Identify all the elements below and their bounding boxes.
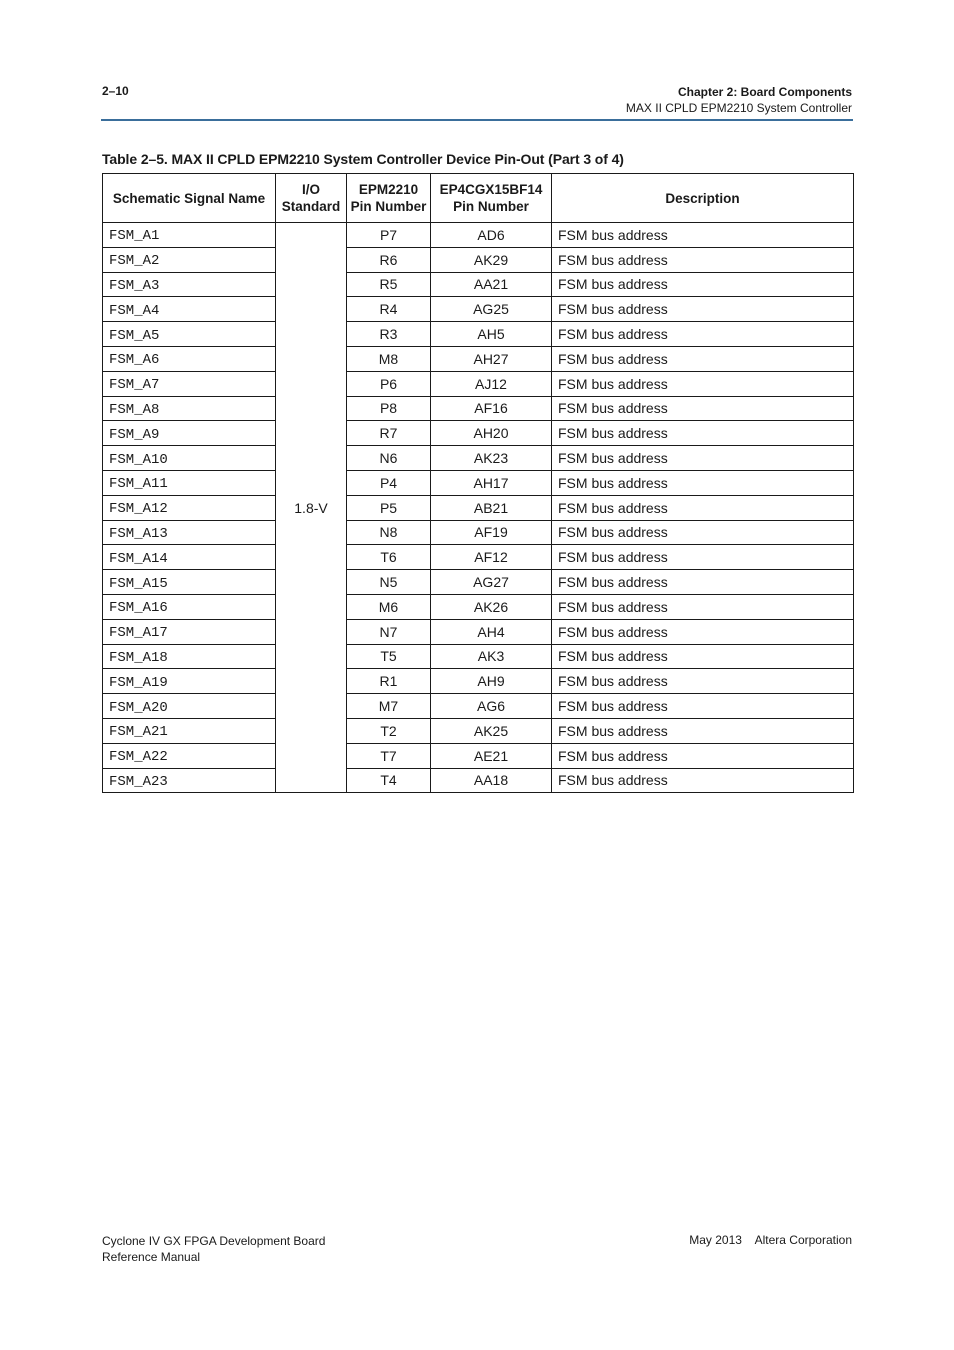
epm2210-pin-cell: R4 — [347, 297, 431, 322]
epm2210-pin-cell: R3 — [347, 322, 431, 347]
description-cell: FSM bus address — [552, 322, 854, 347]
ep4cgx15bf14-pin-cell: AD6 — [431, 223, 552, 248]
ep4cgx15bf14-pin-cell: AF19 — [431, 520, 552, 545]
description-cell: FSM bus address — [552, 669, 854, 694]
table-row — [103, 346, 854, 371]
column-header: Description — [552, 174, 854, 223]
footer-title-line: Reference Manual — [102, 1250, 201, 1264]
epm2210-pin-cell: N8 — [347, 520, 431, 545]
epm2210-pin-cell: T4 — [347, 768, 431, 793]
signal-name-cell: FSM_A11 — [103, 470, 276, 495]
table-header-row — [103, 174, 854, 223]
description-cell: FSM bus address — [552, 644, 854, 669]
ep4cgx15bf14-pin-cell: AA18 — [431, 768, 552, 793]
footer-publisher — [689, 1233, 852, 1247]
ep4cgx15bf14-pin-cell: AA21 — [431, 272, 552, 297]
column-header: EPM2210 Pin Number — [347, 174, 431, 223]
table-row — [103, 694, 854, 719]
signal-name-cell: FSM_A3 — [103, 272, 276, 297]
table-row — [103, 594, 854, 619]
signal-name-cell: FSM_A5 — [103, 322, 276, 347]
ep4cgx15bf14-pin-cell: AK25 — [431, 718, 552, 743]
signal-name-cell: FSM_A10 — [103, 446, 276, 471]
description-cell: FSM bus address — [552, 272, 854, 297]
table-row — [103, 718, 854, 743]
description-cell: FSM bus address — [552, 297, 854, 322]
ep4cgx15bf14-pin-cell: AK26 — [431, 594, 552, 619]
epm2210-pin-cell: T7 — [347, 743, 431, 768]
description-cell: FSM bus address — [552, 594, 854, 619]
table-row — [103, 495, 854, 520]
description-cell: FSM bus address — [552, 743, 854, 768]
table-row — [103, 470, 854, 495]
table-row — [103, 371, 854, 396]
signal-name-cell: FSM_A13 — [103, 520, 276, 545]
table-row — [103, 223, 854, 248]
signal-name-cell: FSM_A22 — [103, 743, 276, 768]
table-row — [103, 421, 854, 446]
epm2210-pin-cell: M8 — [347, 346, 431, 371]
epm2210-pin-cell: P7 — [347, 223, 431, 248]
epm2210-pin-cell: T2 — [347, 718, 431, 743]
signal-name-cell: FSM_A15 — [103, 570, 276, 595]
signal-name-cell: FSM_A16 — [103, 594, 276, 619]
table-row — [103, 297, 854, 322]
epm2210-pin-cell: P8 — [347, 396, 431, 421]
footer-title-line: Cyclone IV GX FPGA Development Board — [102, 1234, 326, 1248]
signal-name-cell: FSM_A14 — [103, 545, 276, 570]
page-number: 2–10 — [102, 84, 129, 98]
table-row — [103, 322, 854, 347]
column-header: Schematic Signal Name — [103, 174, 276, 223]
description-cell: FSM bus address — [552, 470, 854, 495]
signal-name-cell: FSM_A6 — [103, 346, 276, 371]
description-cell: FSM bus address — [552, 223, 854, 248]
signal-name-cell: FSM_A23 — [103, 768, 276, 793]
description-cell: FSM bus address — [552, 545, 854, 570]
table-row — [103, 619, 854, 644]
signal-name-cell: FSM_A8 — [103, 396, 276, 421]
ep4cgx15bf14-pin-cell: AH20 — [431, 421, 552, 446]
description-cell: FSM bus address — [552, 247, 854, 272]
description-cell: FSM bus address — [552, 371, 854, 396]
signal-name-cell: FSM_A2 — [103, 247, 276, 272]
ep4cgx15bf14-pin-cell: AH5 — [431, 322, 552, 347]
ep4cgx15bf14-pin-cell: AK29 — [431, 247, 552, 272]
footer-date: May 2013 — [689, 1233, 742, 1247]
chapter-title: Chapter 2: Board Components — [677, 85, 852, 99]
running-header — [626, 84, 852, 116]
pinout-table — [102, 173, 854, 793]
ep4cgx15bf14-pin-cell: AE21 — [431, 743, 552, 768]
table-row — [103, 669, 854, 694]
ep4cgx15bf14-pin-cell: AB21 — [431, 495, 552, 520]
description-cell: FSM bus address — [552, 346, 854, 371]
description-cell: FSM bus address — [552, 396, 854, 421]
description-cell: FSM bus address — [552, 768, 854, 793]
epm2210-pin-cell: P4 — [347, 470, 431, 495]
description-cell: FSM bus address — [552, 446, 854, 471]
signal-name-cell: FSM_A7 — [103, 371, 276, 396]
table-row — [103, 446, 854, 471]
ep4cgx15bf14-pin-cell: AH9 — [431, 669, 552, 694]
ep4cgx15bf14-pin-cell: AK3 — [431, 644, 552, 669]
table-row — [103, 396, 854, 421]
epm2210-pin-cell: R7 — [347, 421, 431, 446]
column-header: I/O Standard — [276, 174, 347, 223]
section-title: MAX II CPLD EPM2210 System Controller — [625, 101, 852, 115]
signal-name-cell: FSM_A20 — [103, 694, 276, 719]
ep4cgx15bf14-pin-cell: AH27 — [431, 346, 552, 371]
description-cell: FSM bus address — [552, 495, 854, 520]
header-divider — [101, 119, 853, 121]
signal-name-cell: FSM_A18 — [103, 644, 276, 669]
signal-name-cell: FSM_A4 — [103, 297, 276, 322]
epm2210-pin-cell: R5 — [347, 272, 431, 297]
ep4cgx15bf14-pin-cell: AG27 — [431, 570, 552, 595]
table-row — [103, 247, 854, 272]
signal-name-cell: FSM_A9 — [103, 421, 276, 446]
table-row — [103, 768, 854, 793]
epm2210-pin-cell: M6 — [347, 594, 431, 619]
epm2210-pin-cell: R6 — [347, 247, 431, 272]
description-cell: FSM bus address — [552, 718, 854, 743]
epm2210-pin-cell: P6 — [347, 371, 431, 396]
ep4cgx15bf14-pin-cell: AG6 — [431, 694, 552, 719]
table-row — [103, 272, 854, 297]
description-cell: FSM bus address — [552, 619, 854, 644]
epm2210-pin-cell: M7 — [347, 694, 431, 719]
ep4cgx15bf14-pin-cell: AG25 — [431, 297, 552, 322]
signal-name-cell: FSM_A1 — [103, 223, 276, 248]
epm2210-pin-cell: N5 — [347, 570, 431, 595]
epm2210-pin-cell: P5 — [347, 495, 431, 520]
epm2210-pin-cell: N6 — [347, 446, 431, 471]
description-cell: FSM bus address — [552, 520, 854, 545]
description-cell: FSM bus address — [552, 694, 854, 719]
signal-name-cell: FSM_A19 — [103, 669, 276, 694]
footer-company: Altera Corporation — [754, 1233, 852, 1247]
io-standard-cell: 1.8-V — [276, 223, 347, 793]
description-cell: FSM bus address — [552, 421, 854, 446]
ep4cgx15bf14-pin-cell: AF12 — [431, 545, 552, 570]
ep4cgx15bf14-pin-cell: AH17 — [431, 470, 552, 495]
ep4cgx15bf14-pin-cell: AH4 — [431, 619, 552, 644]
footer-manual-title — [102, 1233, 325, 1265]
signal-name-cell: FSM_A17 — [103, 619, 276, 644]
description-cell: FSM bus address — [552, 570, 854, 595]
table-row — [103, 570, 854, 595]
table-row — [103, 644, 854, 669]
table-row — [103, 545, 854, 570]
table-row — [103, 743, 854, 768]
epm2210-pin-cell: T6 — [347, 545, 431, 570]
epm2210-pin-cell: N7 — [347, 619, 431, 644]
ep4cgx15bf14-pin-cell: AF16 — [431, 396, 552, 421]
ep4cgx15bf14-pin-cell: AJ12 — [431, 371, 552, 396]
signal-name-cell: FSM_A12 — [103, 495, 276, 520]
table-body — [103, 223, 854, 793]
ep4cgx15bf14-pin-cell: AK23 — [431, 446, 552, 471]
table-row — [103, 520, 854, 545]
column-header: EP4CGX15BF14 Pin Number — [431, 174, 552, 223]
table-caption: Table 2–5. MAX II CPLD EPM2210 System Controller Device Pin-Out (Part 3 of 4) — [102, 151, 624, 167]
epm2210-pin-cell: R1 — [347, 669, 431, 694]
signal-name-cell: FSM_A21 — [103, 718, 276, 743]
epm2210-pin-cell: T5 — [347, 644, 431, 669]
